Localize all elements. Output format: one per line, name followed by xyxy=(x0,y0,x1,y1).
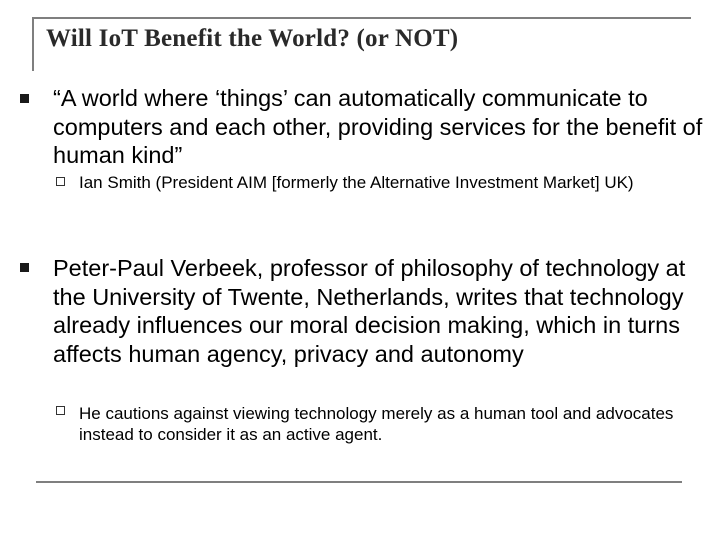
bullet-point-2-text: Peter-Paul Verbeek, professor of philosophy of technology at the University of Twente, Netherlands, writes that technology already influences our moral decision making, which in turns affects human agency, privacy and autonomy xyxy=(53,255,686,367)
hollow-square-bullet-icon xyxy=(56,406,65,415)
filled-square-bullet-icon xyxy=(20,263,29,272)
sub-bullet-2-text: He cautions against viewing technology merely as a human tool and advocates instead to consider it as an active agent. xyxy=(79,404,674,444)
slide-title: Will IoT Benefit the World? (or NOT) xyxy=(46,25,459,52)
bullet-point-1-text: “A world where ‘things’ can automatically communicate to computers and each other, providing services for the benefit of human kind” xyxy=(53,85,703,168)
sub-bullet-1-text: Ian Smith (President AIM [formerly the Alternative Investment Market] UK) xyxy=(79,173,634,192)
bottom-divider xyxy=(36,481,682,483)
filled-square-bullet-icon xyxy=(20,94,29,103)
title-frame-left-line xyxy=(32,17,34,71)
hollow-square-bullet-icon xyxy=(56,177,65,186)
title-frame-top-line xyxy=(32,17,691,19)
